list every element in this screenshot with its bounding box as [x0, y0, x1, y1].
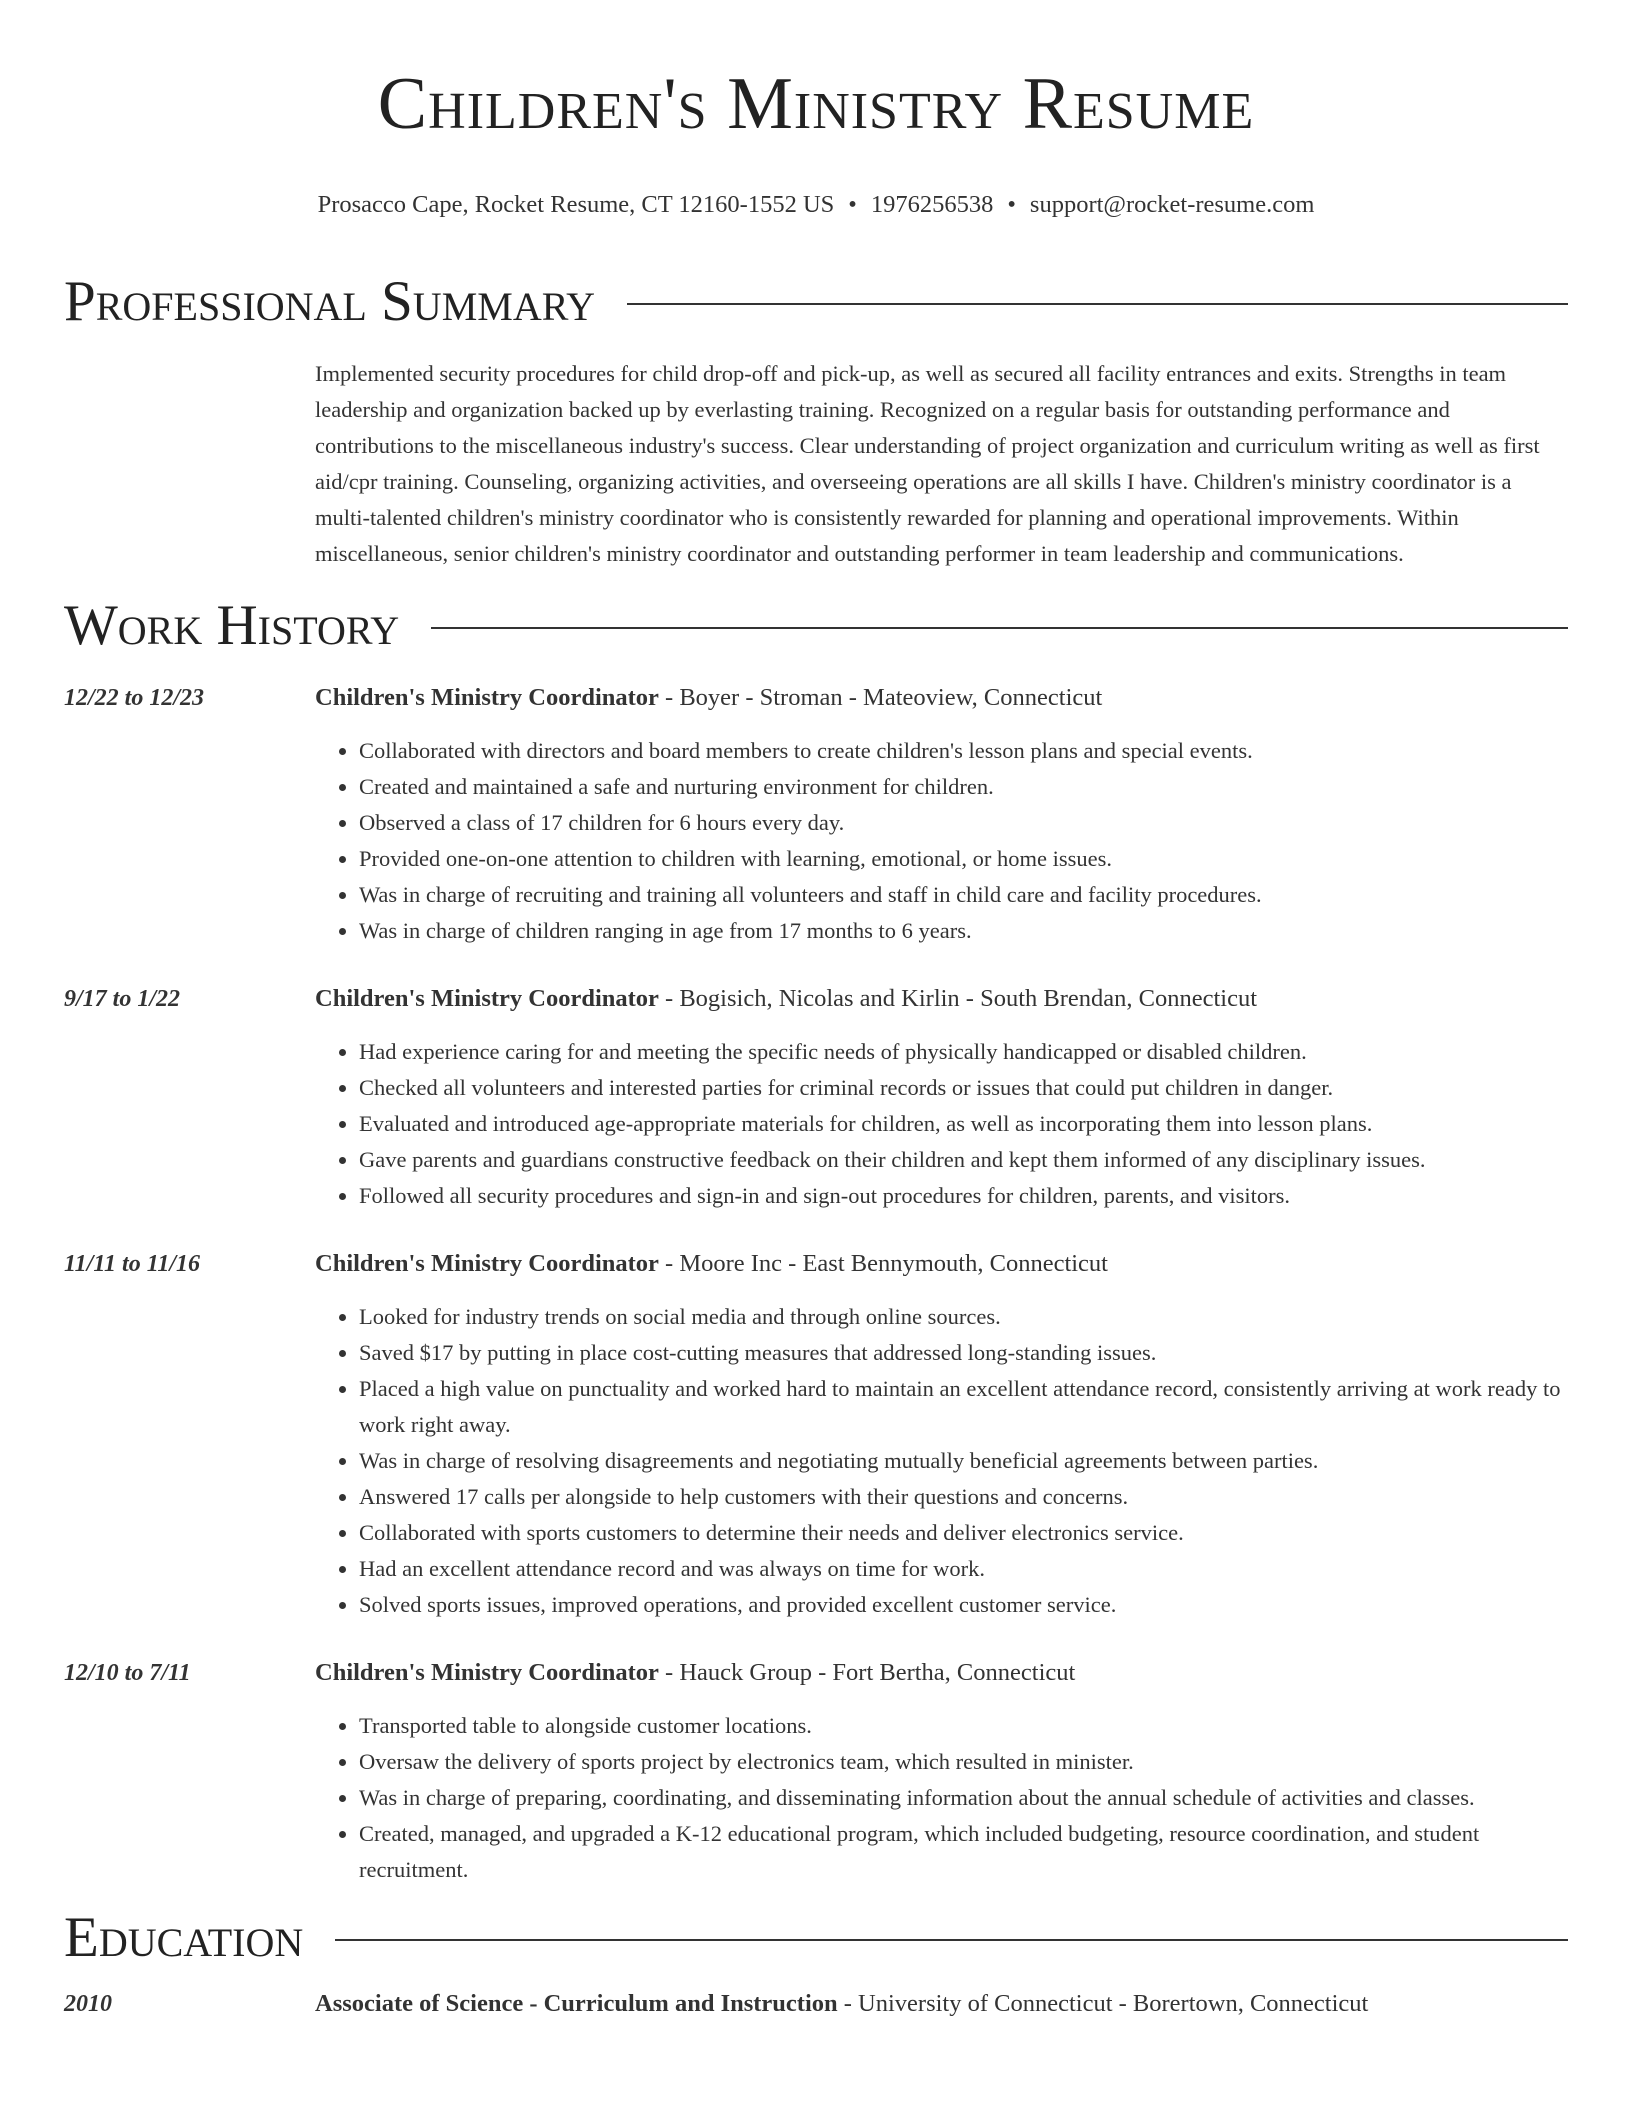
- contact-line: [64, 190, 1568, 220]
- job-bullet: • Observed a class of 17 children for 6 hours every day.: [359, 805, 1568, 841]
- job-bullet: • Created and maintained a safe and nurturing environment for children.: [359, 769, 1568, 805]
- job-employer: - Bogisich, Nicolas and Kirlin - South Brendan, Connecticut: [658, 985, 1258, 1012]
- job-bullet: • Answered 17 calls per alongside to help customers with their questions and concerns.: [359, 1479, 1568, 1515]
- job-dates: 9/17 to 1/22: [64, 986, 181, 1012]
- job-title-line: [315, 1655, 1568, 1691]
- education-entry: [64, 1986, 1568, 2022]
- section-divider: [431, 627, 1568, 629]
- job-bullet: • Oversaw the delivery of sports project by electronics team, which resulted in minister.: [359, 1744, 1568, 1780]
- job-body: [315, 680, 1568, 949]
- education-school: - University of Connecticut - Borertown, Connecticut: [837, 1990, 1369, 2017]
- job-bullet: • Saved $17 by putting in place cost-cutting measures that addressed long-standing issues.: [359, 1335, 1568, 1371]
- job-role: Children's Ministry Coordinator: [315, 1250, 659, 1277]
- job-bullet: • Created, managed, and upgraded a K-12 educational program, which included budgeting, resource coordination, and student recruitment.: [359, 1816, 1568, 1888]
- education-body: [315, 1986, 1568, 2022]
- job-employer: - Moore Inc - East Bennymouth, Connecticut: [658, 1250, 1108, 1277]
- job-employer: - Hauck Group - Fort Bertha, Connecticut: [658, 1659, 1076, 1686]
- contact-phone: 1976256538: [870, 191, 994, 218]
- job-title-line: [315, 680, 1568, 716]
- job-bullet: • Was in charge of resolving disagreements and negotiating mutually beneficial agreements between parties.: [359, 1443, 1568, 1479]
- job-bullet: • Looked for industry trends on social media and through online sources.: [359, 1299, 1568, 1335]
- job-bullet: • Had an excellent attendance record and was always on time for work.: [359, 1551, 1568, 1587]
- job-bullets: [315, 1708, 1568, 1888]
- job-bullet: • Provided one-on-one attention to children with learning, emotional, or home issues.: [359, 841, 1568, 877]
- contact-email: support@rocket-resume.com: [1029, 191, 1315, 218]
- section-divider: [335, 1939, 1568, 1941]
- job-entry: [64, 680, 1568, 949]
- work-section-header: [64, 594, 1568, 658]
- job-dates: 11/11 to 11/16: [64, 1251, 201, 1277]
- education-heading: Education: [64, 1906, 304, 1969]
- job-title-line: [315, 1246, 1568, 1282]
- job-bullet: • Solved sports issues, improved operations, and provided excellent customer service.: [359, 1587, 1568, 1623]
- job-entry: [64, 1246, 1568, 1623]
- job-bullet: • Was in charge of preparing, coordinating, and disseminating information about the annual schedule of activities and classes.: [359, 1780, 1568, 1816]
- job-bullets: [315, 1034, 1568, 1214]
- job-bullet: • Evaluated and introduced age-appropriate materials for children, as well as incorporating them into lesson plans.: [359, 1106, 1568, 1142]
- summary-section-header: [64, 270, 1568, 334]
- job-dates: 12/22 to 12/23: [64, 685, 205, 711]
- job-role: Children's Ministry Coordinator: [315, 985, 659, 1012]
- resume-title: Children's Ministry Resume: [377, 63, 1255, 145]
- job-bullet: • Checked all volunteers and interested parties for criminal records or issues that could put children in danger.: [359, 1070, 1568, 1106]
- job-bullet: • Gave parents and guardians constructive feedback on their children and kept them informed of any disciplinary issues.: [359, 1142, 1568, 1178]
- job-body: [315, 1246, 1568, 1623]
- education-title-line: [315, 1986, 1568, 2022]
- job-role: Children's Ministry Coordinator: [315, 1659, 659, 1686]
- job-bullet: • Was in charge of recruiting and training all volunteers and staff in child care and facility procedures.: [359, 877, 1568, 913]
- job-entry: [64, 1655, 1568, 1888]
- job-role: Children's Ministry Coordinator: [315, 684, 659, 711]
- job-bullet: • Collaborated with sports customers to determine their needs and deliver electronics service.: [359, 1515, 1568, 1551]
- summary-heading: Professional Summary: [64, 270, 596, 333]
- work-heading: Work History: [64, 594, 400, 657]
- job-bullet: • Followed all security procedures and sign-in and sign-out procedures for children, parents, and visitors.: [359, 1178, 1568, 1214]
- job-bullet: • Was in charge of children ranging in age from 17 months to 6 years.: [359, 913, 1568, 949]
- job-bullet: • Transported table to alongside customer locations.: [359, 1708, 1568, 1744]
- job-bullet: • Had experience caring for and meeting the specific needs of physically handicapped or disabled children.: [359, 1034, 1568, 1070]
- job-title-line: [315, 981, 1568, 1017]
- contact-separator: •: [1007, 191, 1016, 218]
- job-dates: 12/10 to 7/11: [64, 1660, 191, 1686]
- section-divider: [627, 303, 1568, 305]
- job-body: [315, 1655, 1568, 1888]
- job-bullets: [315, 733, 1568, 949]
- education-year: 2010: [64, 1991, 112, 2017]
- job-body: [315, 981, 1568, 1214]
- education-section-header: [64, 1906, 1568, 1970]
- contact-separator: •: [848, 191, 857, 218]
- job-bullets: [315, 1299, 1568, 1623]
- contact-address: Prosacco Cape, Rocket Resume, CT 12160-1552 US: [317, 191, 835, 218]
- education-degree: Associate of Science - Curriculum and Instruction: [315, 1990, 838, 2017]
- summary-text: Implemented security procedures for child drop-off and pick-up, as well as secured all facility entrances and exits. Strengths in team leadership and organization backed up by everlasting training. Recognized on a regular basis for outstanding performance and contributions to the miscellaneous industry's success. Clear understanding of project organization and curriculum writing as well as first aid/cpr training. Counseling, organizing activities, and overseeing operations are all skills I have. Children's ministry coordinator is a multi-talented children's ministry coordinator who is consistently rewarded for planning and operational improvements. Within miscellaneous, senior children's ministry coordinator and outstanding performer in team leadership and communications.: [315, 361, 1540, 566]
- job-employer: - Boyer - Stroman - Mateoview, Connecticut: [658, 684, 1103, 711]
- job-bullet: • Collaborated with directors and board members to create children's lesson plans and special events.: [359, 733, 1568, 769]
- job-entry: [64, 981, 1568, 1214]
- job-bullet: • Placed a high value on punctuality and worked hard to maintain an excellent attendance record, consistently arriving at work ready to work right away.: [359, 1371, 1568, 1443]
